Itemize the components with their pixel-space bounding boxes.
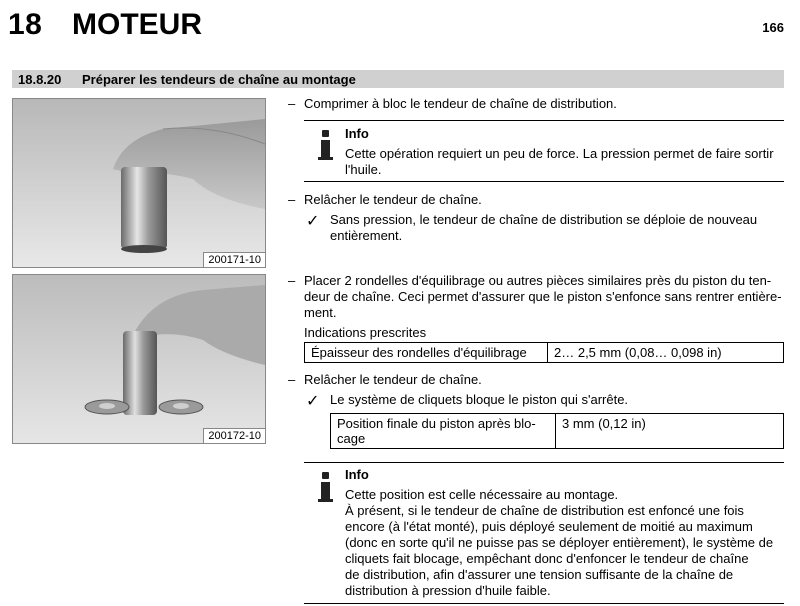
result-text-line: Sans pression, le tendeur de chaîne de distribution se déploie de nouveau (330, 212, 758, 227)
spec-name-line: Position finale du piston après blo- (337, 416, 536, 431)
section-number-text: 18.8.20 (18, 72, 62, 87)
info-heading: Info (345, 126, 369, 141)
step-release-again: Relâcher le tendeur de chaîne. (304, 372, 482, 387)
spec-table-piston (330, 413, 784, 449)
table-row (331, 414, 784, 449)
info-heading: Info (345, 467, 369, 482)
step-release: Relâcher le tendeur de chaîne. (304, 192, 482, 207)
photo-shims-under-piston (12, 274, 266, 444)
info-divider (304, 462, 784, 463)
step-compress: Comprimer à bloc le tendeur de chaîne de distribution. (304, 96, 617, 111)
info-text-line: À présent, si le tendeur de chaîne de distribution est enfoncé une fois (345, 503, 744, 518)
info-text-line: de distribution, afin d'assurer une tension suffisante de la chaîne de (345, 567, 734, 582)
spec-table-shims (304, 342, 784, 363)
photo-caption: 200171-10 (203, 252, 265, 267)
bullet-dash: – (288, 192, 296, 207)
info-text-line: Cette opération requiert un peu de force. La pression permet de faire sortir (345, 146, 774, 161)
section-title: Préparer les tendeurs de chaîne au montage (82, 72, 356, 87)
step-place-shims-line: Placer 2 rondelles d'équilibrage ou autres pièces similaires près du piston du ten- (304, 273, 772, 288)
info-divider (304, 181, 784, 182)
info-text-line: l'huile. (345, 162, 382, 177)
step-place-shims-line: ment. (304, 305, 337, 320)
info-divider (304, 120, 784, 121)
photo-caption: 200172-10 (203, 428, 265, 443)
spec-label: Indications prescrites (304, 325, 427, 340)
bullet-dash: – (288, 273, 296, 288)
table-row (305, 343, 784, 363)
photo-shims-under-piston-image (13, 275, 265, 443)
info-text-line: encore (à l'état monté), puis déployé seulement de moitié au maximum (345, 519, 753, 534)
info-text-line: Cette position est celle nécessaire au montage. (345, 487, 619, 502)
result-text: Le système de cliquets bloque le piston qui s'arrête. (330, 392, 629, 407)
bullet-dash: – (288, 96, 296, 111)
info-icon (316, 472, 334, 502)
photo-tensioner-compressed-image (13, 99, 265, 267)
spec-name-line: cage (337, 431, 366, 446)
info-icon (316, 130, 334, 160)
spec-value: 3 mm (0,12 in) (556, 414, 784, 449)
spec-name (331, 414, 556, 449)
spec-name: Épaisseur des rondelles d'équilibrage (305, 343, 548, 363)
check-icon: ✓ (306, 213, 320, 230)
check-icon: ✓ (306, 393, 320, 410)
result-text-line: entièrement. (330, 228, 403, 243)
page-number: 166 (762, 20, 784, 35)
info-text-line: distribution à pression d'huile faible. (345, 583, 551, 598)
info-divider (304, 603, 784, 604)
chapter-number: 18 (8, 8, 43, 41)
step-place-shims-line: deur de chaîne. Ceci permet d'assurer que le piston s'enfonce sans rentrer entière- (304, 289, 782, 304)
info-text-line: cliquets fait blocage, empêchant donc d'enfoncer le tendeur de chaîne (345, 551, 749, 566)
info-text-line: (donc en sorte qu'il ne puisse pas se déployer entièrement), le système de (345, 535, 774, 550)
chapter-title: MOTEUR (72, 8, 202, 41)
photo-tensioner-compressed (12, 98, 266, 268)
bullet-dash: – (288, 372, 296, 387)
spec-value: 2… 2,5 mm (0,08… 0,098 in) (548, 343, 784, 363)
